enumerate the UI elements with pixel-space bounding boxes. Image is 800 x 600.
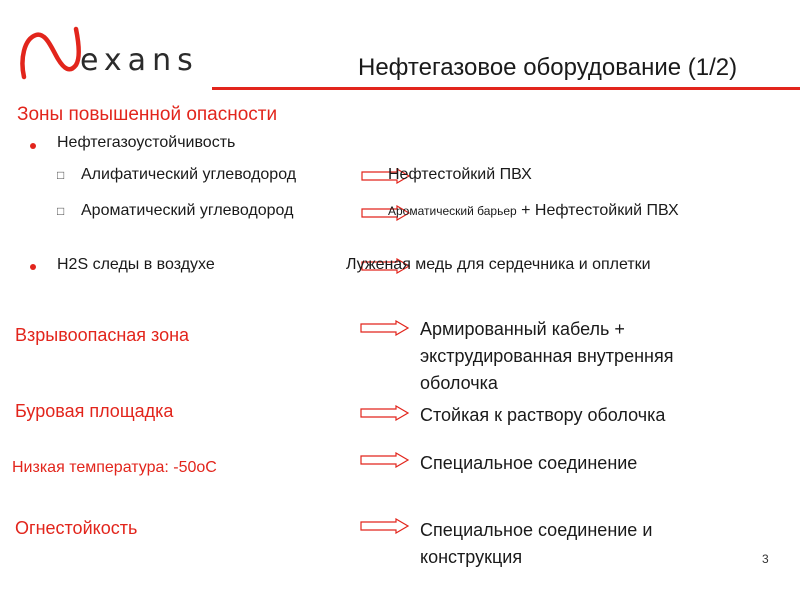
section-label-explosive: Взрывоопасная зона bbox=[15, 325, 190, 345]
bullet-icon bbox=[30, 264, 36, 270]
text-line: Специальное соединение bbox=[420, 453, 638, 473]
page-title: Нефтегазовое оборудование (1/2) bbox=[358, 54, 738, 81]
right-arrow-icon bbox=[360, 320, 410, 336]
h2s-solution: Луженая медь для сердечника и оплетки bbox=[346, 256, 651, 273]
aliphatic-label: Алифатический углеводород bbox=[81, 166, 297, 183]
right-arrow-icon bbox=[360, 452, 410, 468]
text-line: Стойкая к раствору оболочка bbox=[420, 405, 666, 425]
section-text-drilling bbox=[420, 402, 665, 429]
h2s-label: H2S следы в воздухе bbox=[57, 256, 215, 273]
aromatic-solution bbox=[388, 202, 679, 220]
oil-resistance-label: Нефтегазоустойчивость bbox=[57, 134, 236, 151]
logo-n-glyph bbox=[23, 29, 79, 77]
aromatic-label: Ароматический углеводород bbox=[81, 202, 294, 219]
section-label-low-temp: Низкая температура: -50oC bbox=[12, 459, 217, 476]
section-text-fire bbox=[420, 517, 652, 571]
page-number: 3 bbox=[762, 552, 769, 566]
aromatic-pvc-text: + Нефтестойкий ПВХ bbox=[521, 202, 679, 219]
text-line: конструкция bbox=[420, 547, 523, 567]
aliphatic-solution: Нефтестойкий ПВХ bbox=[388, 166, 532, 183]
text-line: Специальное соединение и bbox=[420, 520, 653, 540]
text-line: оболочка bbox=[420, 373, 498, 393]
section-text-low-temp bbox=[420, 450, 637, 477]
text-line: Армированный кабель + bbox=[420, 319, 625, 339]
bullet-icon bbox=[30, 143, 36, 149]
right-arrow-icon bbox=[360, 405, 410, 421]
logo-wordmark: exans bbox=[80, 43, 199, 78]
sub-bullet-icon: □ bbox=[57, 204, 65, 218]
text-line: экструдированная внутренняя bbox=[420, 346, 674, 366]
section-text-explosive bbox=[420, 316, 673, 397]
title-rule bbox=[212, 87, 800, 90]
zones-heading: Зоны повышенной опасности bbox=[17, 104, 278, 125]
sub-bullet-icon: □ bbox=[57, 168, 65, 182]
section-label-fire: Огнестойкость bbox=[15, 518, 138, 538]
right-arrow-icon bbox=[360, 518, 410, 534]
section-label-drilling: Буровая площадка bbox=[15, 401, 174, 421]
aromatic-barrier-text: Ароматический барьер bbox=[388, 204, 517, 218]
